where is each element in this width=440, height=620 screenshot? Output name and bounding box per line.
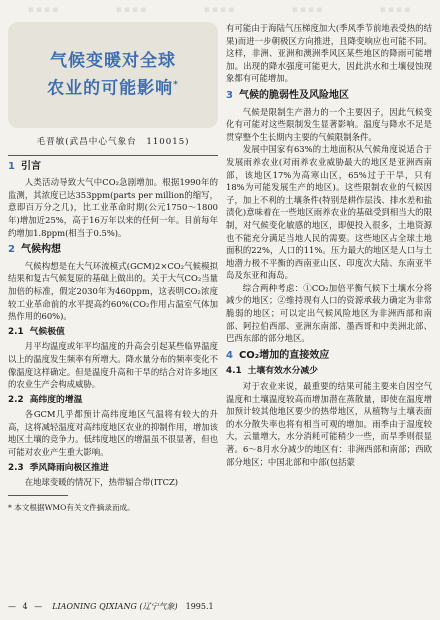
section-2-2-heading — [8, 394, 218, 407]
section-2-3-heading — [8, 462, 218, 475]
section-2-title: 气候构想 — [20, 244, 61, 256]
section-2-1-heading — [8, 326, 218, 339]
page-number: — 4 — — [8, 602, 45, 611]
title-footnote-mark: * — [173, 80, 179, 91]
continued-paragraph: 有可能由于海陆气压梯度加大(季风季节前地表受热的结果)而进一步朝极区方向推进，且降变响应也可能不同。这样，非洲、亚洲和澳洲季风区某些地区的降雨可能增加。出现的降水强度可能更大，因此洪水和土壤侵蚀现象都有可能增加。 — [226, 23, 432, 84]
title-line-2-text: 农业的可能影响 — [47, 78, 174, 99]
section-1-paragraph: 人类活动导致大气中CO₂急剧增加。根据1990年的监测，其浓度已达353ppm(parts per million的缩写，意即百万分之几)，比工业革命时期(公元1750～1800年)增加近25%，高于16万年以来的任何一年。目前每年约增加1.8ppm(相当于0.5%)。 — [8, 177, 218, 238]
divider-rule — [8, 155, 218, 156]
section-4-title: CO₂增加的直接效应 — [238, 349, 330, 361]
left-column — [8, 22, 218, 513]
journal-year: 1995.1 — [185, 602, 214, 611]
section-2-paragraph: 气候构想是在大气环流模式(GCM)2×CO₂气候模拟结果和复古气候复原的基础上做出的。关于大气CO₂当量加倍的标准，假定2030年为460ppm，这表明CO₂浓度较工业革命前的水平提高约60%(CO₂作用占温室气体加热作用的60%)。 — [8, 260, 218, 322]
footnote: * 本文根据WMO有关文件摘录而成。 — [8, 502, 135, 512]
section-2-2-paragraph: 各GCM几乎都预计高纬度地区气温将有较大的升高，这将减轻温度对高纬度地区农业的抑制作用，增加该地区土壤的竞争力。低纬度地区的增温虽不很显著，但也可能对农业产生重大影响。 — [8, 409, 218, 458]
background-watermark: ▪▪▪▪ ▪▪▪▪ ▪▪▪▪ ▪▪▪▪ ▪▪▪▪ — [27, 5, 413, 15]
section-3-heading — [226, 90, 432, 103]
section-4-1-title: 土壤有效水分减少 — [247, 366, 318, 377]
section-2-1-title: 气候极值 — [29, 326, 65, 337]
section-3-title: 气候的脆弱性及风险地区 — [238, 89, 349, 101]
section-4-1-paragraph: 对于农业来说，最重要的结果可能主要来自因空气温度和土壤温度较高而增加潜在蒸散量，即使在温度增加预计较其他地区要少的热带地区，从植物与土壤表面的水分散失率也将有相当可观的增加。雨季由于湿度较大，云量增大，水分消耗可能稍少一些，而旱季则很显著。6～8月水分减少的地区有：非洲西部和南部；西欧部分地区；中国北部和中部(包括蒙 — [226, 381, 432, 467]
footnote-rule — [8, 495, 68, 496]
section-3-paragraph-1: 气候是限制生产潜力的一个主要因子，因此气候变化有可能对这些限制发生显著影响。温度与降水不足是贯穿整个生长期内主要的气候限制条件。 — [226, 106, 432, 142]
section-2-3-title: 季风降雨向极区推进 — [29, 462, 109, 473]
section-2-1-paragraph: 月平均温度或年平均温度的升高会引起某些临界温度以上的温度发生频率有所增大。降水量分布的频率变化不像温度这样确定。但是温度升高和干旱的结合对许多地区的农业生产会构成威胁。 — [8, 341, 218, 390]
page-footer — [8, 601, 432, 612]
section-2-2-title: 高纬度的增温 — [29, 394, 83, 405]
section-1-heading — [8, 161, 218, 174]
right-column — [226, 22, 432, 468]
journal-name: LIAONING QIXIANG (辽宁气象) — [52, 602, 178, 611]
section-2-3-paragraph: 在地球变暖的情况下，热带辐合带(ITCZ) — [24, 477, 179, 488]
section-4-number: 4 — [226, 349, 233, 361]
section-2-3-number: 2.3 — [8, 462, 24, 473]
author-line: 毛晋敏(武昌中心气象台 110015) — [36, 137, 190, 147]
title-line-2 — [47, 73, 179, 101]
title-line-1: 气候变暖对全球 — [50, 51, 176, 72]
section-2-heading — [8, 244, 218, 257]
section-4-heading — [226, 350, 432, 363]
section-2-number: 2 — [8, 244, 15, 256]
section-3-paragraph-2: 发展中国家有63%的土地面积从气候角度说适合于发展雨养农业(对雨养农业威胁最大的地区是亚洲西南部，该地区17%为高寒山区，65%过于干旱，只有18%为可能发展生产的地区)。这些限制农业的气候因子，加上不利的土壤条件(特别是耕作层浅、排水差和盐渍化)意味着在一些地区雨养农业的基础受到相当大的限制，对气候变化敏感的地区，即便投入很多，土地资源也不能充分满足当地人民的需要。这些地区占全球土地面积的22%，人口的11%。压力最大的地区是人口与土地潜力极不平衡的西南亚山区、印度次大陆、东南亚半岛及东亚和海岛。 — [226, 144, 432, 281]
title-box — [8, 22, 218, 128]
section-2-2-number: 2.2 — [8, 394, 24, 405]
section-4-1-heading — [226, 365, 432, 378]
section-1-number: 1 — [8, 160, 15, 172]
section-1-title: 引言 — [20, 160, 41, 172]
section-3-paragraph-3: 综合两种考虑：①CO₂加倍平衡气候下土壤水分将减少的地区；②维持现有人口的资源承载力确定为非常脆弱的地区；可以定出气候风险地区为非洲西部和南部、阿拉伯西部、亚洲东南部、墨西哥和中美洲北部、巴西东部的部分地区。 — [226, 282, 432, 344]
section-2-1-number: 2.1 — [8, 326, 24, 337]
section-4-1-number: 4.1 — [226, 366, 242, 377]
section-3-number: 3 — [226, 89, 233, 101]
